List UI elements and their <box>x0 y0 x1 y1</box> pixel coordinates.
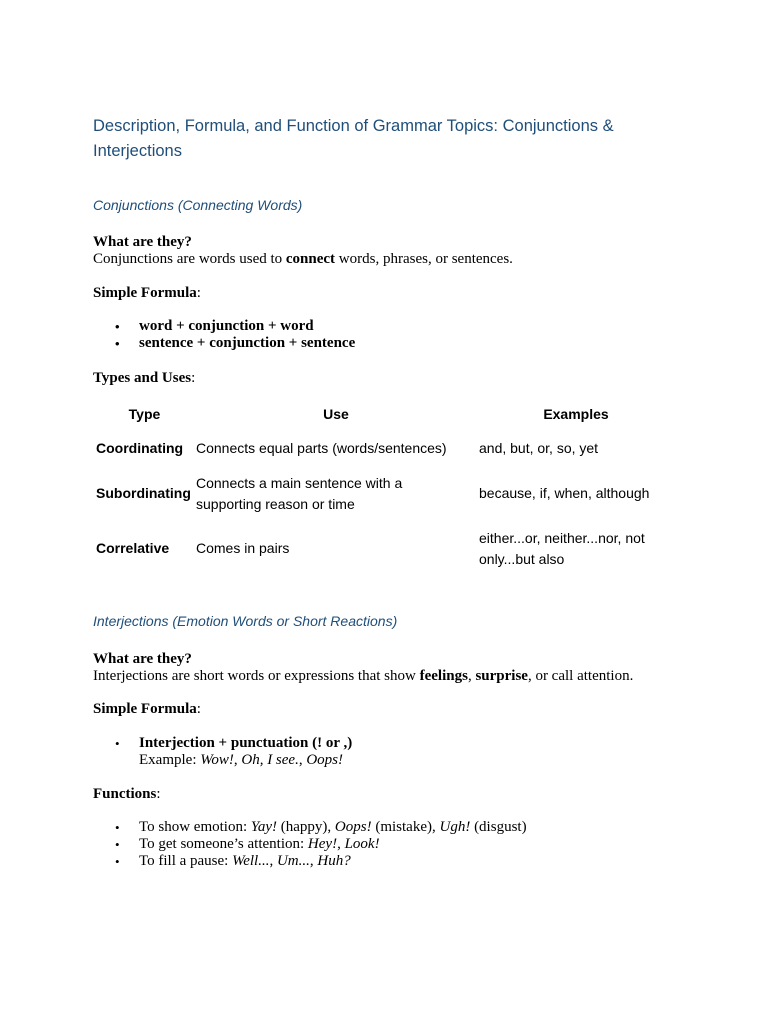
list-item: • sentence + conjunction + sentence <box>139 335 699 352</box>
example-separator-1: , <box>233 752 242 768</box>
interjections-what-bold-1: feelings <box>419 668 468 684</box>
function-example: Look! <box>344 836 380 852</box>
example-1: Wow! <box>200 752 234 768</box>
function-note: , <box>309 853 318 869</box>
conjunctions-what-text <box>93 251 693 268</box>
function-example: Oops! <box>334 819 372 835</box>
list-item: • word + conjunction + word <box>139 318 699 335</box>
function-example: Huh? <box>317 853 351 869</box>
table-header-row <box>93 397 676 431</box>
table-cell-use: Comes in pairs <box>196 540 290 556</box>
function-prefix: To show emotion: <box>139 819 251 835</box>
function-prefix: To get someone’s attention: <box>139 836 308 852</box>
column-header-use: Use <box>323 406 349 422</box>
column-header-type: Type <box>128 406 161 422</box>
function-note: , <box>337 836 345 852</box>
types-uses-label-text: Types and Uses <box>93 370 192 386</box>
interjections-what-text-3: , or call attention. <box>527 668 634 684</box>
column-header-examples: Examples <box>543 406 609 422</box>
conjunctions-what-text-pre: Conjunctions are words used to <box>93 251 286 267</box>
list-item <box>139 853 699 870</box>
table-cell-type: Coordinating <box>96 440 184 456</box>
example-label: Example: <box>139 752 201 768</box>
interjections-formula-label-text: Simple Formula <box>93 701 197 717</box>
conjunctions-definition <box>93 234 693 268</box>
conjunctions-heading: Conjunctions (Connecting Words) <box>93 197 303 213</box>
conjunctions-what-text-post: words, phrases, or sentences. <box>335 251 513 267</box>
table-cell-type: Subordinating <box>96 485 191 501</box>
functions-list <box>93 819 699 870</box>
function-example: Hey! <box>307 836 338 852</box>
conjunctions-what-text-bold: connect <box>285 251 336 267</box>
list-item <box>139 735 699 769</box>
interjections-what-bold-2: surprise <box>475 668 528 684</box>
interjections-formula-text: Interjection + punctuation (! or ,) <box>139 735 353 751</box>
conjunctions-formula-label <box>93 285 201 302</box>
interjections-definition <box>93 651 693 685</box>
table-row <box>93 521 676 576</box>
functions-colon: : <box>156 786 161 802</box>
types-table <box>93 397 676 576</box>
list-item <box>139 836 699 853</box>
interjections-formula-label <box>93 701 201 718</box>
conjunctions-formula-list <box>93 318 699 352</box>
table-row <box>93 466 676 521</box>
conjunctions-formula-label-text: Simple Formula <box>93 285 197 301</box>
function-note: (mistake), <box>371 819 440 835</box>
page-title: Description, Formula, and Function of Grammar Topics: Conjunctions & Interjections <box>93 117 614 160</box>
function-example: Um... <box>276 853 310 869</box>
table-cell-use: Connects a main sentence with a supporting reason or time <box>196 474 403 512</box>
table-cell-use: Connects equal parts (words/sentences) <box>196 440 447 456</box>
function-example: Yay! <box>250 819 277 835</box>
function-note: (disgust) <box>470 819 527 835</box>
functions-label-text: Functions <box>93 786 157 802</box>
table-row <box>93 431 676 466</box>
interjections-what-text-2: , <box>467 668 476 684</box>
types-uses-colon: : <box>191 370 196 386</box>
interjections-formula-colon: : <box>196 701 201 717</box>
example-3: Oops! <box>306 752 344 768</box>
function-example: Well... <box>232 853 270 869</box>
list-item <box>139 819 699 836</box>
function-note: (happy), <box>277 819 335 835</box>
conjunctions-what-label: What are they? <box>93 234 192 250</box>
interjections-heading: Interjections (Emotion Words or Short Reactions) <box>93 613 398 629</box>
table-cell-examples: either...or, neither...nor, not only...but also <box>479 529 645 567</box>
function-prefix: To fill a pause: <box>139 853 233 869</box>
table-cell-type: Correlative <box>96 540 170 556</box>
interjections-what-text-1: Interjections are short words or expressions that show <box>93 668 420 684</box>
interjections-what-label: What are they? <box>93 651 192 667</box>
function-example: Ugh! <box>439 819 471 835</box>
table-cell-examples: and, but, or, so, yet <box>479 440 599 456</box>
types-uses-label <box>93 370 195 387</box>
interjections-what-text <box>93 668 693 685</box>
functions-label <box>93 786 161 803</box>
example-separator-2: , <box>298 752 307 768</box>
example-2: Oh, I see. <box>241 752 299 768</box>
function-note: , <box>269 853 277 869</box>
types-table-wrapper <box>93 397 693 577</box>
table-cell-examples: because, if, when, although <box>479 485 650 501</box>
interjections-formula-list <box>93 735 699 769</box>
conjunctions-formula-colon: : <box>196 285 201 301</box>
